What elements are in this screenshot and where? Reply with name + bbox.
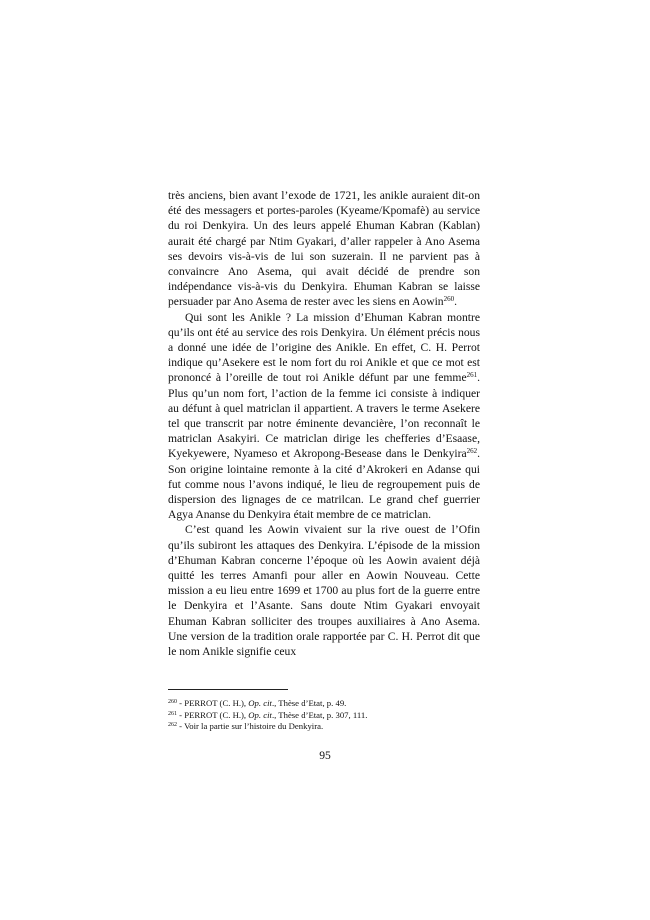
footnotes — [168, 698, 480, 733]
paragraph-1-text-b: . — [454, 295, 457, 309]
main-text — [168, 188, 480, 659]
footnote-text-end: ., Thèse d’Etat, p. 307, 111. — [271, 709, 368, 720]
footnote-ref-260: 260 — [443, 295, 455, 304]
paragraph-2-text-b: . Plus qu’un nom fort, l’action de la femme ici consiste à indiquer au défunt à quel matriclan il appartient. A travers le terme Asekere tel que transcrit par notre éminente devancière, l’on reconnaît le matriclan Asakyiri. Ce matriclan dirige les chefferies d’Esaase, Kyekyewere, Nyameso et Akropong-Besease dans le Denkyira — [168, 371, 480, 461]
footnote-number: 261 — [168, 710, 177, 717]
paragraph-1-text-a: très anciens, bien avant l’exode de 1721, les anikle auraient dit-on été des messagers et portes-paroles (Kyeame/Kpomafè) au service du roi Denkyira. Un des leurs appelé Ehuman Kabran (Kablan) aurait été chargé par Ntim Gyakari, d’aller rappeler à Ano Asema ses devoirs vis-à-vis de lui son suzerain. Il ne parvient pas à convaincre Ano Asema, qui avait décidé de prendre son indépendance vis-à-vis du Denkyira. Ehuman Kabran se laisse persuader par Ano Asema de rester avec les siens en Aowin — [168, 189, 480, 309]
footnote-text-end: ., Thèse d’Etat, p. 49. — [271, 698, 347, 708]
paragraph-2-text-c: . Son origine lointaine remonte à la cité d’Akrokeri en Adanse qui fut comme nous l’avons indiqué, le lieu de regroupement puis de dispersion des lignages de ce matrilcan. Le grand chef guerrier Agya Ananse du Denkyira était membre de ce matriclan. — [168, 447, 480, 522]
footnote-separator — [168, 689, 288, 690]
paragraph-3-text: C’est quand les Aowin vivaient sur la rive ouest de l’Ofin qu’ils subiront les attaques des Denkyira. L’épisode de la mission d’Ehuman Kabran concerne l’époque où les Aowin avaient déjà quitté les terres Amanfi pour aller en Aowin Nouveau. Cette mission a eu lieu entre 1699 et 1700 au plus fort de la guerre entre le Denkyira et l’Asante. Sans doute Ntim Gyakari envoyait Ehuman Kabran solliciter des troupes auxiliaires à Ano Asema. Une version de la tradition orale rapportée par C. H. Perrot dit que le nom Anikle signifie ceux — [168, 523, 480, 659]
footnote-text: - PERROT (C. H.), — [177, 709, 249, 720]
footnote-261 — [168, 710, 480, 722]
footnote-number: 260 — [168, 699, 177, 705]
footnote-260 — [168, 698, 480, 710]
paragraph-2-text-a: Qui sont les Anikle ? La mission d’Ehuman Kabran montre qu’ils ont été au service des rois Denkyira. Un élément précis nous a donné une idée de l’origine des Anikle. En effet, C. H. Perrot indique qu’Asekere est le nom fort du roi Anikle et que ce mot est prononcé à l’oreille de tout roi Anikle défunt par une femme — [168, 310, 480, 385]
footnote-number: 262 — [168, 722, 177, 728]
paragraph-2 — [168, 310, 480, 523]
footnote-italic: Op. cit — [248, 698, 272, 708]
footnote-text: - Voir la partie sur l’histoire du Denkyira. — [177, 721, 324, 731]
footnote-ref-262: 262 — [466, 447, 478, 456]
footnote-262 — [168, 721, 480, 733]
footnote-text: - PERROT (C. H.), — [177, 698, 249, 708]
paragraph-1 — [168, 188, 480, 310]
page-number: 95 — [319, 749, 331, 762]
footnote-ref-261: 261 — [466, 371, 478, 380]
footnote-italic: Op. cit — [248, 709, 272, 720]
paragraph-3 — [168, 522, 480, 659]
